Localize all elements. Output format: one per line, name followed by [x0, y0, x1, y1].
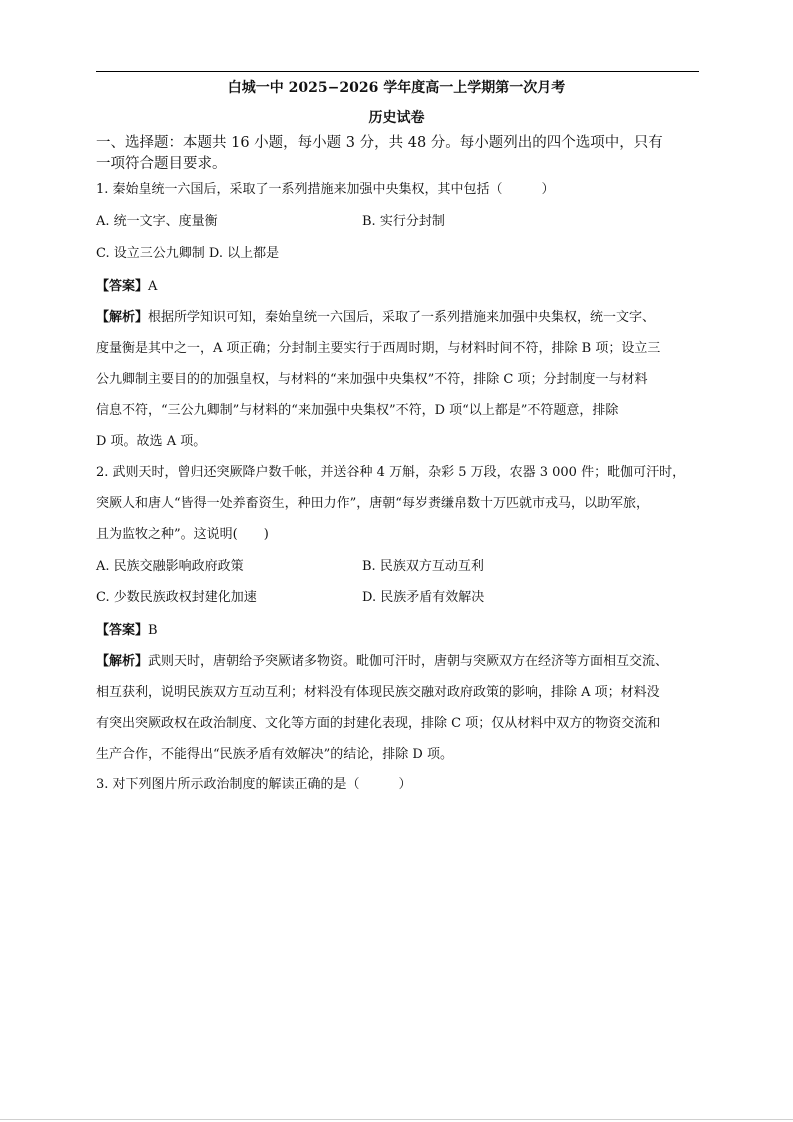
q1-analysis-line: 度量衡是其中之一，A 项正确；分封制主要实行于西周时期，与材料时间不符，排除 B 项；设立三 [96, 341, 661, 356]
q2-option-a: A. 民族交融影响政府政策 [96, 559, 244, 574]
q1-option-cd: C. 设立三公九卿制 D. 以上都是 [96, 246, 280, 261]
q1-option-b: B. 实行分封制 [362, 214, 445, 229]
q1-analysis-label: 【解析】 [96, 310, 149, 325]
exam-title: 白城一中 2025−2026 学年度高一上学期第一次月考 [227, 80, 566, 96]
q2-answer-label: 【答案】 [96, 623, 149, 638]
q2-stem-line: 2. 武则天时，曾归还突厥降户数千帐，并送谷种 4 万斛，杂彩 5 万段，农器 3 000 件；毗伽可汗时， [96, 465, 686, 480]
q2-stem-line: 且为监牧之种”。这说明( ) [96, 527, 269, 542]
q1-analysis-line: 公九卿制主要目的的加强皇权，与材料的“来加强中央集权”不符，排除 C 项；分封制度一与材料 [96, 372, 648, 387]
page-bottom-edge [0, 1119, 793, 1120]
q1-answer-label: 【答案】 [96, 279, 149, 294]
section-instructions-line1: 一、选择题：本题共 16 小题，每小题 3 分，共 48 分。每小题列出的四个选项中，只有 [96, 135, 663, 151]
q1-option-a: A. 统一文字、度量衡 [96, 214, 218, 229]
q1-analysis-line [96, 308, 716, 328]
header-rule [96, 71, 699, 72]
q1-analysis-text: 根据所学知识可知，秦始皇统一六国后，采取了一系列措施来加强中央集权，统一文字、 [148, 310, 656, 325]
q2-answer-value: B [148, 623, 158, 638]
q2-analysis-line: 相互获利，说明民族双方互动互利；材料没有体现民族交融对政府政策的影响，排除 A 项；材料没 [96, 685, 660, 700]
q1-analysis-line: D 项。故选 A 项。 [96, 434, 207, 449]
q2-analysis-text: 武则天时，唐朝给予突厥诸多物资。毗伽可汗时，唐朝与突厥双方在经济等方面相互交流、 [148, 654, 669, 669]
q2-option-d: D. 民族矛盾有效解决 [362, 590, 485, 605]
q1-analysis-line: 信息不符，“三公九卿制”与材料的“来加强中央集权”不符，D 项“以上都是”不符题意，排除 [96, 403, 619, 418]
q2-option-b: B. 民族双方互动互利 [362, 559, 484, 574]
exam-subtitle: 历史试卷 [368, 110, 425, 126]
q2-analysis-label: 【解析】 [96, 654, 149, 669]
q1-stem: 1. 秦始皇统一六国后，采取了一系列措施来加强中央集权，其中包括（ ） [96, 182, 555, 197]
q1-answer [96, 277, 716, 297]
q2-analysis-line: 有突出突厥政权在政治制度、文化等方面的封建化表现，排除 C 项；仅从材料中双方的物资交流和 [96, 716, 661, 731]
section-instructions-line2: 一项符合题目要求。 [96, 156, 227, 172]
q2-stem-line: 突厥人和唐人“皆得一处养畜资生，种田力作”，唐朝“每岁赉缣帛数十万匹就市戎马，以助军旅， [96, 496, 649, 511]
q2-analysis-line: 生产合作，不能得出“民族矛盾有效解决”的结论，排除 D 项。 [96, 747, 453, 762]
q2-option-c: C. 少数民族政权封建化加速 [96, 590, 257, 605]
q1-answer-value: A [148, 279, 158, 294]
q3-stem: 3. 对下列图片所示政治制度的解读正确的是（ ） [96, 777, 412, 792]
q2-analysis-line [96, 652, 716, 672]
q2-answer [96, 621, 716, 641]
